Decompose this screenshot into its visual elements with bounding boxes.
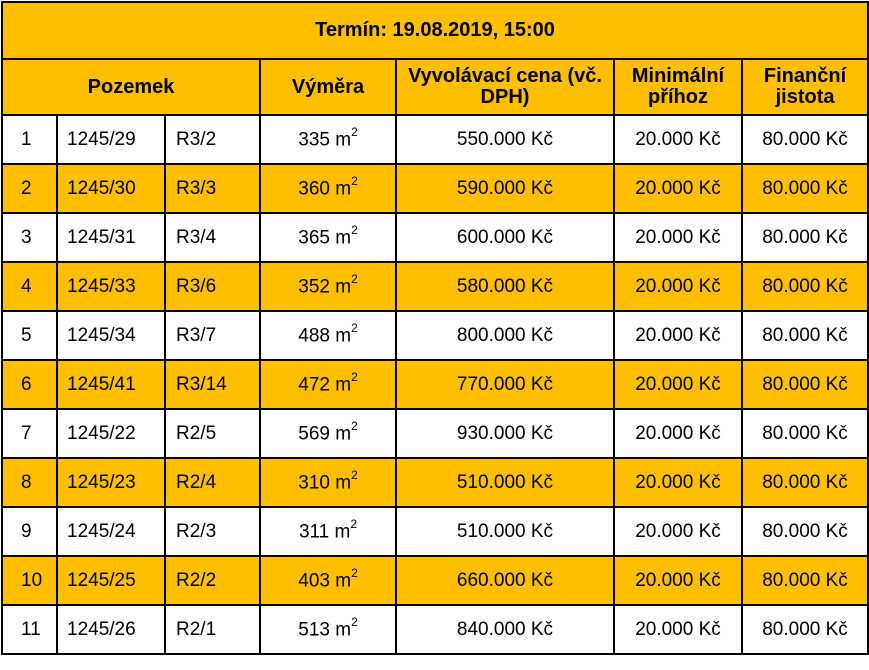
area-unit: m (335, 619, 352, 641)
table-row (2, 458, 868, 507)
minimum-bid: 20.000 Kč (614, 311, 742, 360)
minimum-bid: 20.000 Kč (614, 115, 742, 164)
financial-deposit: 80.000 Kč (742, 311, 868, 360)
table-row (2, 115, 868, 164)
plot-area (260, 311, 396, 360)
financial-deposit: 80.000 Kč (742, 360, 868, 409)
parcel-number: 1245/33 (57, 262, 165, 311)
table-row (2, 213, 868, 262)
area-value: 403 (298, 570, 330, 592)
plot-area (260, 360, 396, 409)
row-number: 10 (2, 556, 57, 605)
table-body (2, 115, 868, 654)
plot-area (260, 605, 396, 654)
row-number: 1 (2, 115, 57, 164)
row-number: 6 (2, 360, 57, 409)
plot-area (260, 507, 396, 556)
plot-area (260, 262, 396, 311)
minimum-bid: 20.000 Kč (614, 409, 742, 458)
plot-code: R2/3 (165, 507, 260, 556)
starting-price: 840.000 Kč (396, 605, 614, 654)
header-row (2, 59, 868, 115)
area-value: 311 (298, 521, 330, 543)
table-row (2, 556, 868, 605)
parcel-number: 1245/26 (57, 605, 165, 654)
parcel-number: 1245/22 (57, 409, 165, 458)
area-unit: m (335, 129, 352, 151)
area-unit: m (335, 178, 352, 200)
row-number: 8 (2, 458, 57, 507)
parcel-number: 1245/23 (57, 458, 165, 507)
plot-area (260, 164, 396, 213)
plot-code: R3/14 (165, 360, 260, 409)
row-number: 11 (2, 605, 57, 654)
area-unit: m (334, 521, 351, 543)
starting-price: 600.000 Kč (396, 213, 614, 262)
starting-price: 660.000 Kč (396, 556, 614, 605)
area-unit: m (335, 423, 352, 445)
row-number: 7 (2, 409, 57, 458)
parcel-number: 1245/31 (57, 213, 165, 262)
plot-code: R3/4 (165, 213, 260, 262)
minimum-bid: 20.000 Kč (614, 213, 742, 262)
table-row (2, 311, 868, 360)
financial-deposit: 80.000 Kč (742, 556, 868, 605)
parcel-number: 1245/25 (57, 556, 165, 605)
area-unit-exponent: 2 (350, 517, 358, 532)
plot-code: R3/2 (165, 115, 260, 164)
table-row (2, 605, 868, 654)
header-jistota: Finanční jistota (742, 59, 868, 115)
parcel-number: 1245/29 (57, 115, 165, 164)
row-number: 4 (2, 262, 57, 311)
area-unit-exponent: 2 (351, 125, 358, 140)
financial-deposit: 80.000 Kč (742, 605, 868, 654)
financial-deposit: 80.000 Kč (742, 507, 868, 556)
area-unit: m (335, 325, 352, 347)
minimum-bid: 20.000 Kč (614, 360, 742, 409)
starting-price: 590.000 Kč (396, 164, 614, 213)
row-number: 5 (2, 311, 57, 360)
area-unit-exponent: 2 (351, 223, 358, 238)
plot-code: R2/4 (165, 458, 260, 507)
area-unit-exponent: 2 (351, 370, 358, 385)
plot-area (260, 409, 396, 458)
area-value: 365 (298, 227, 330, 249)
minimum-bid: 20.000 Kč (614, 507, 742, 556)
area-value: 352 (298, 276, 330, 298)
row-number: 9 (2, 507, 57, 556)
plot-code: R3/6 (165, 262, 260, 311)
area-unit-exponent: 2 (351, 566, 358, 581)
parcel-number: 1245/34 (57, 311, 165, 360)
plot-area (260, 213, 396, 262)
area-value: 513 (298, 619, 330, 641)
starting-price: 800.000 Kč (396, 311, 614, 360)
table-row (2, 164, 868, 213)
auction-date-title: Termín: 19.08.2019, 15:00 (2, 2, 868, 59)
starting-price: 550.000 Kč (396, 115, 614, 164)
auction-table (1, 1, 869, 655)
header-cena: Vyvolávací cena (vč. DPH) (396, 59, 614, 115)
financial-deposit: 80.000 Kč (742, 458, 868, 507)
area-unit-exponent: 2 (351, 174, 358, 189)
financial-deposit: 80.000 Kč (742, 409, 868, 458)
financial-deposit: 80.000 Kč (742, 164, 868, 213)
table-row (2, 360, 868, 409)
plot-area (260, 458, 396, 507)
plot-code: R2/5 (165, 409, 260, 458)
area-value: 472 (298, 374, 330, 396)
financial-deposit: 80.000 Kč (742, 213, 868, 262)
header-pozemek: Pozemek (2, 59, 260, 115)
area-unit: m (335, 374, 352, 396)
area-unit-exponent: 2 (351, 272, 358, 287)
table-row (2, 507, 868, 556)
starting-price: 510.000 Kč (396, 458, 614, 507)
financial-deposit: 80.000 Kč (742, 115, 868, 164)
area-value: 335 (298, 129, 330, 151)
minimum-bid: 20.000 Kč (614, 556, 742, 605)
row-number: 2 (2, 164, 57, 213)
area-value: 569 (298, 423, 330, 445)
area-unit-exponent: 2 (351, 615, 358, 630)
plot-code: R3/3 (165, 164, 260, 213)
area-value: 488 (298, 325, 330, 347)
minimum-bid: 20.000 Kč (614, 164, 742, 213)
area-value: 310 (298, 472, 330, 494)
area-unit: m (335, 227, 352, 249)
area-unit: m (335, 472, 352, 494)
area-unit: m (335, 570, 352, 592)
area-unit: m (335, 276, 352, 298)
plot-code: R2/2 (165, 556, 260, 605)
financial-deposit: 80.000 Kč (742, 262, 868, 311)
starting-price: 580.000 Kč (396, 262, 614, 311)
plot-code: R2/1 (165, 605, 260, 654)
table-row (2, 409, 868, 458)
row-number: 3 (2, 213, 57, 262)
area-unit-exponent: 2 (351, 468, 358, 483)
starting-price: 770.000 Kč (396, 360, 614, 409)
minimum-bid: 20.000 Kč (614, 605, 742, 654)
area-value: 360 (298, 178, 330, 200)
parcel-number: 1245/24 (57, 507, 165, 556)
plot-area (260, 556, 396, 605)
parcel-number: 1245/30 (57, 164, 165, 213)
minimum-bid: 20.000 Kč (614, 262, 742, 311)
table-row (2, 262, 868, 311)
plot-area (260, 115, 396, 164)
header-vymera: Výměra (260, 59, 396, 115)
title-row (2, 2, 868, 59)
header-prihoz: Minimální příhoz (614, 59, 742, 115)
minimum-bid: 20.000 Kč (614, 458, 742, 507)
area-unit-exponent: 2 (351, 321, 358, 336)
area-unit-exponent: 2 (351, 419, 358, 434)
starting-price: 510.000 Kč (396, 507, 614, 556)
parcel-number: 1245/41 (57, 360, 165, 409)
starting-price: 930.000 Kč (396, 409, 614, 458)
plot-code: R3/7 (165, 311, 260, 360)
